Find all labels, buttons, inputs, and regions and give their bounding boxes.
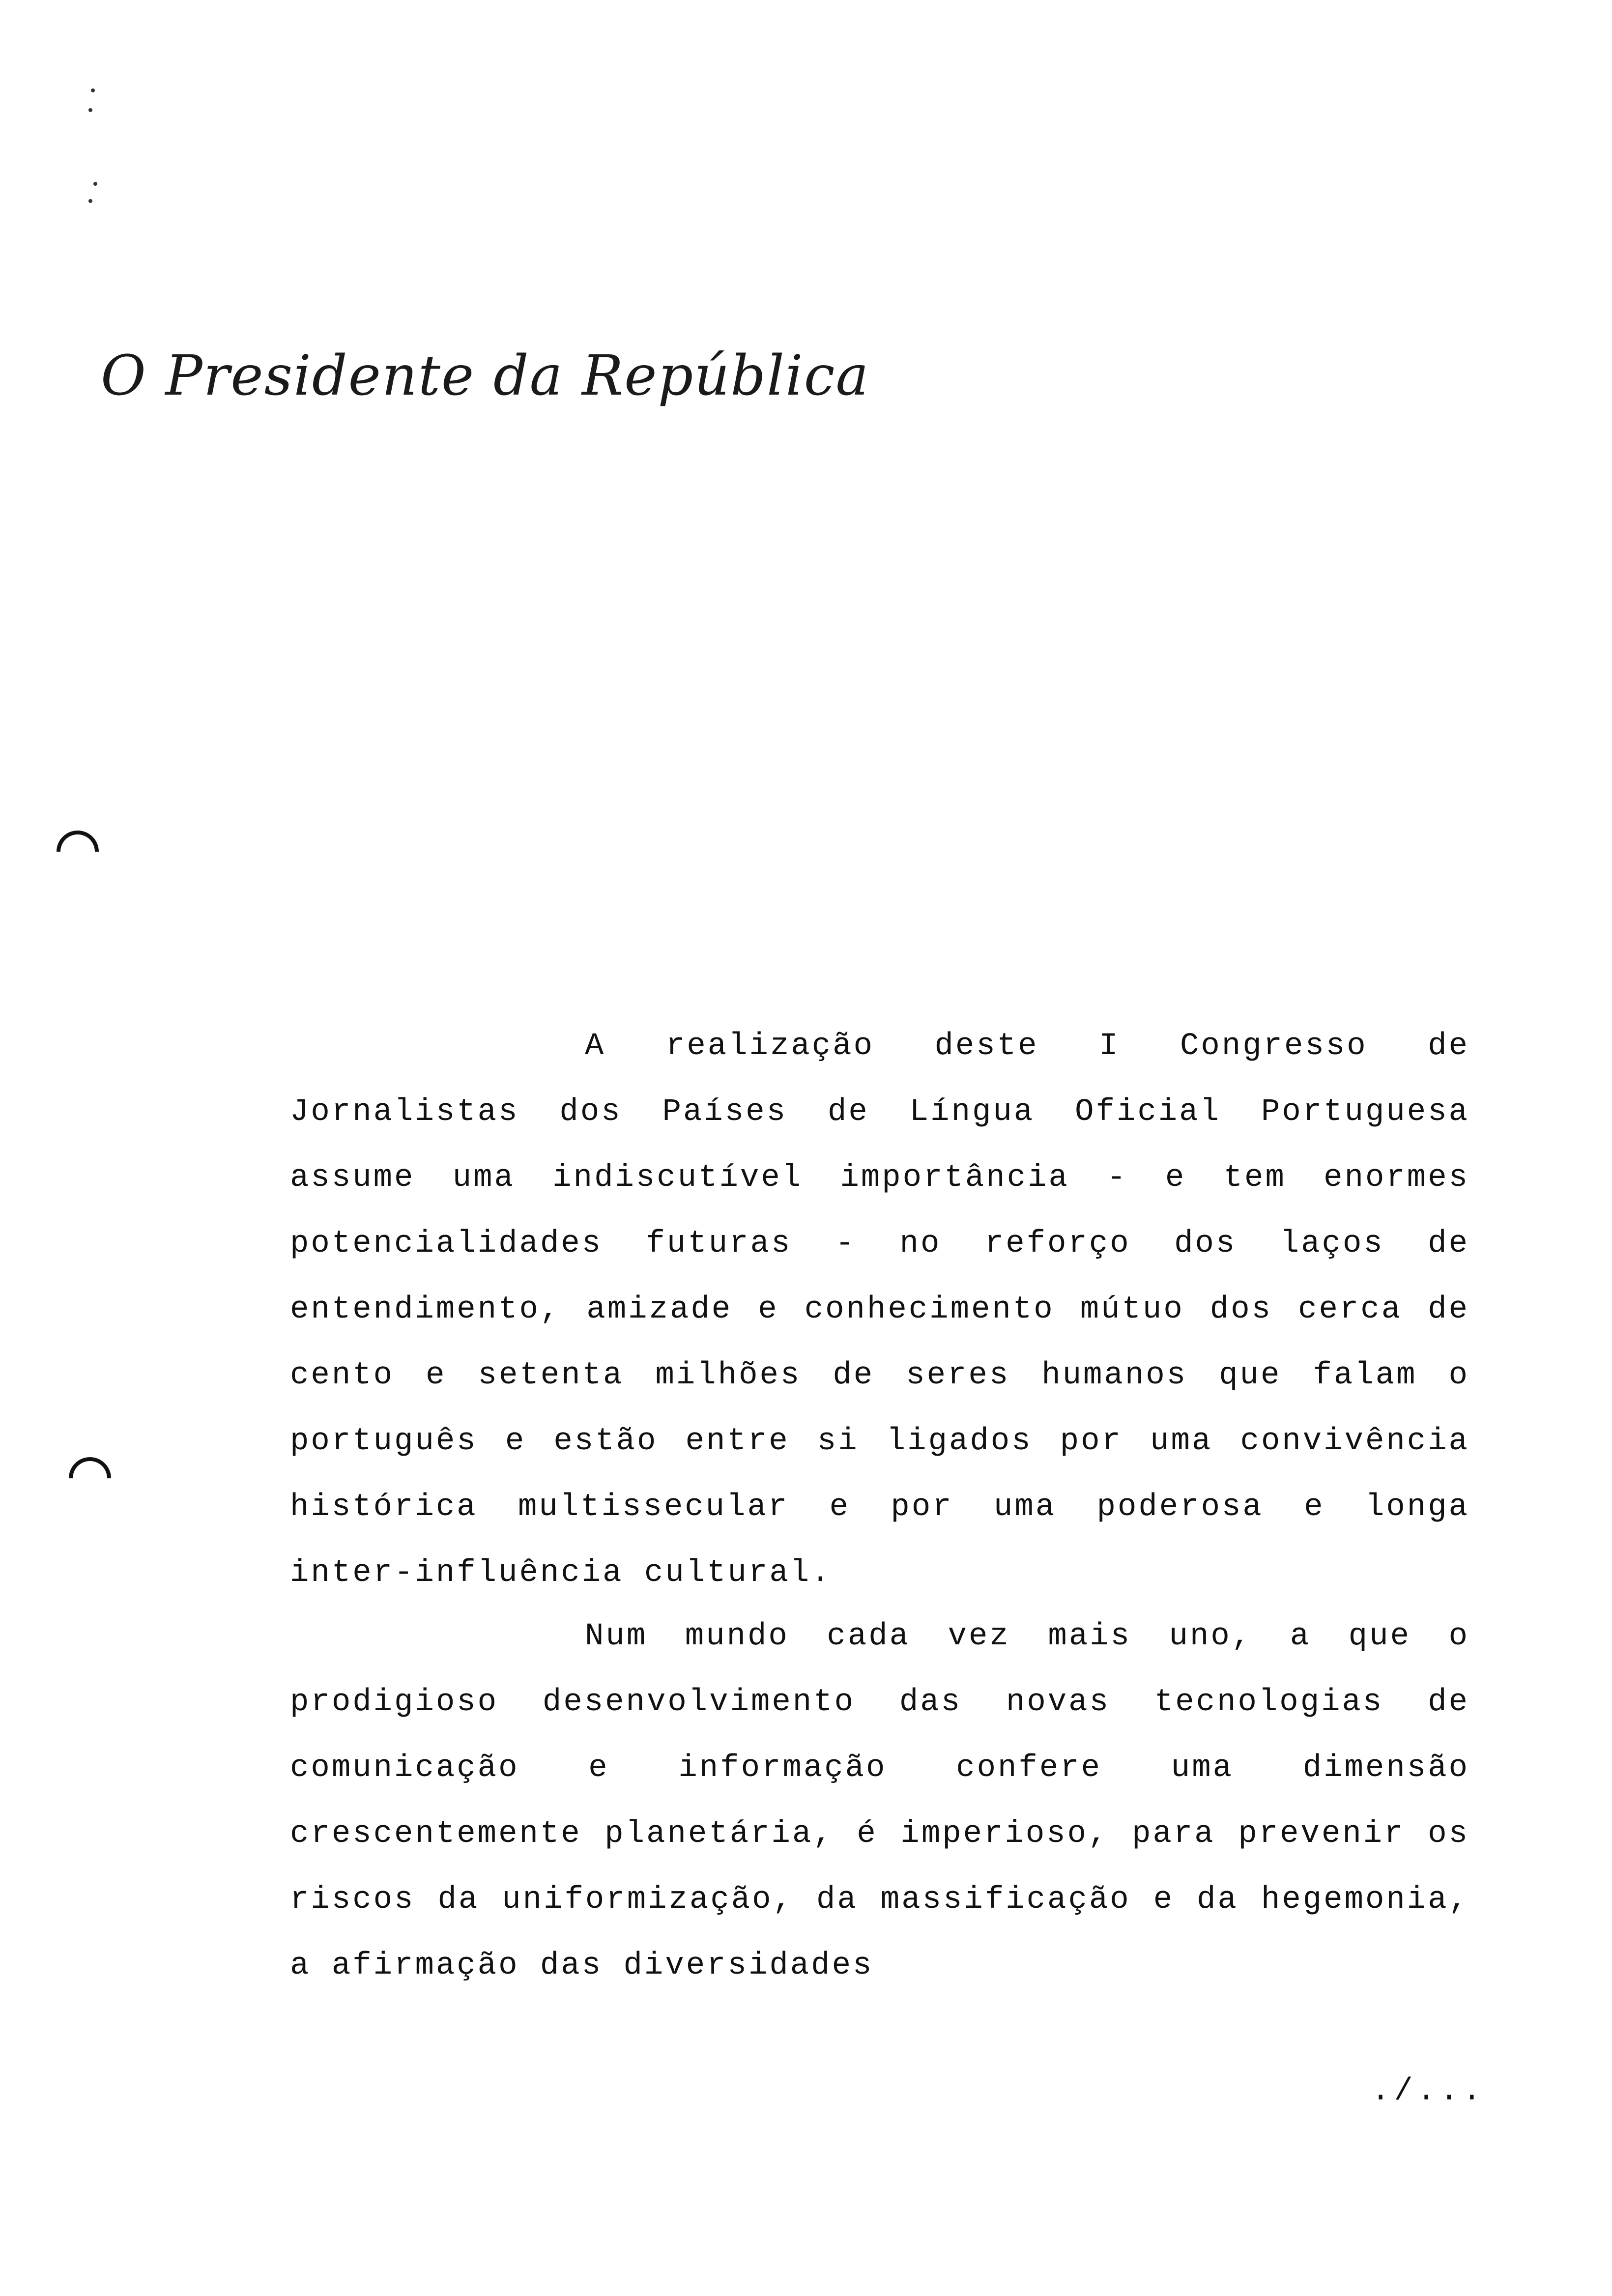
paragraph-1: A realização deste I Congresso de Jornalistas dos Países de Língua Oficial Portuguesa assume uma indiscutível importância - e tem enormes potencialidades futuras - no reforço dos laços de entendimento, amizade e conhecimento mútuo dos cerca de cento e setenta milhões de seres humanos que falam o português e estão entre si ligados por uma convivência histórica multissecular e por uma poderosa e longa inter-influência cultural. bbox=[290, 1029, 1469, 1591]
scan-speck bbox=[88, 199, 92, 203]
continuation-mark: ./... bbox=[1371, 2074, 1486, 2109]
punch-hole-mark bbox=[48, 822, 108, 882]
punch-hole-mark bbox=[60, 1448, 120, 1508]
scan-speck bbox=[93, 182, 97, 186]
paragraph-2: Num mundo cada vez mais uno, a que o prodigioso desenvolvimento das novas tecnologias de comunicação e informação confere uma dimensão crescentemente planetária, é imperioso, para prevenir os riscos da uniformização, da massificação e da hegemonia, a afirmação das diversidades bbox=[290, 1619, 1469, 1983]
letterhead-title: O Presidente da República bbox=[101, 344, 870, 408]
scan-speck bbox=[91, 88, 95, 92]
scan-speck bbox=[88, 108, 92, 112]
